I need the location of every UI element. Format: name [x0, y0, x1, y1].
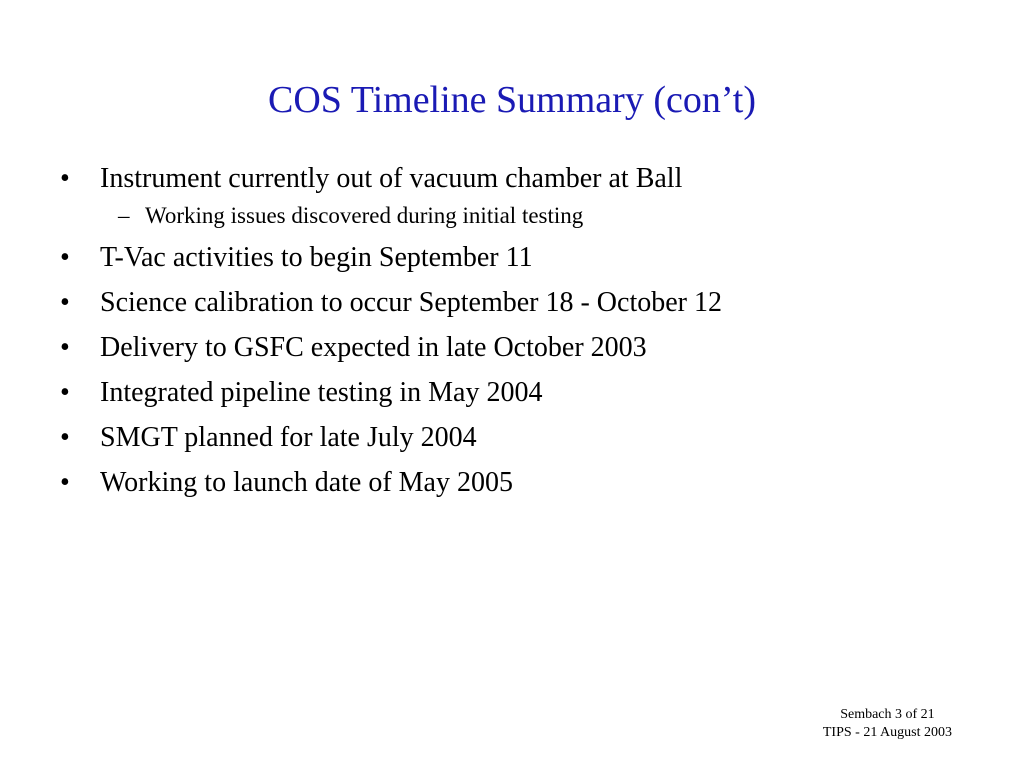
bullet-item: [60, 156, 960, 201]
bullet-marker: •: [60, 422, 70, 453]
slide-footer: [823, 706, 952, 742]
bullet-marker: •: [60, 332, 70, 363]
sub-bullet-text: Working issues discovered during initial testing: [145, 203, 584, 228]
bullet-marker: •: [60, 287, 70, 318]
sub-bullet-item: [60, 197, 960, 235]
footer-event-date: TIPS - 21 August 2003: [822, 725, 952, 740]
bullet-list: [60, 156, 960, 505]
bullet-item: [60, 235, 960, 280]
bullet-item: [60, 280, 960, 325]
bullet-item: [60, 370, 960, 415]
bullet-text: T-Vac activities to begin September 11: [100, 242, 533, 273]
bullet-text: Integrated pipeline testing in May 2004: [100, 377, 543, 408]
bullet-item: [60, 325, 960, 370]
footer-page-info: Sembach 3 of 21: [840, 707, 935, 722]
bullet-text: Science calibration to occur September 18 - October 12: [100, 287, 722, 318]
dash-marker: –: [118, 203, 130, 228]
bullet-text: Working to launch date of May 2005: [100, 467, 513, 498]
bullet-marker: •: [60, 163, 70, 194]
bullet-text: Delivery to GSFC expected in late October 2003: [100, 332, 647, 363]
bullet-marker: •: [60, 377, 70, 408]
slide-title: COS Timeline Summary (con’t): [267, 79, 757, 121]
bullet-text: Instrument currently out of vacuum chamber at Ball: [100, 163, 683, 194]
bullet-marker: •: [60, 467, 70, 498]
bullet-marker: •: [60, 242, 70, 273]
bullet-item: [60, 415, 960, 460]
bullet-text: SMGT planned for late July 2004: [100, 422, 477, 453]
bullet-item: [60, 460, 960, 505]
